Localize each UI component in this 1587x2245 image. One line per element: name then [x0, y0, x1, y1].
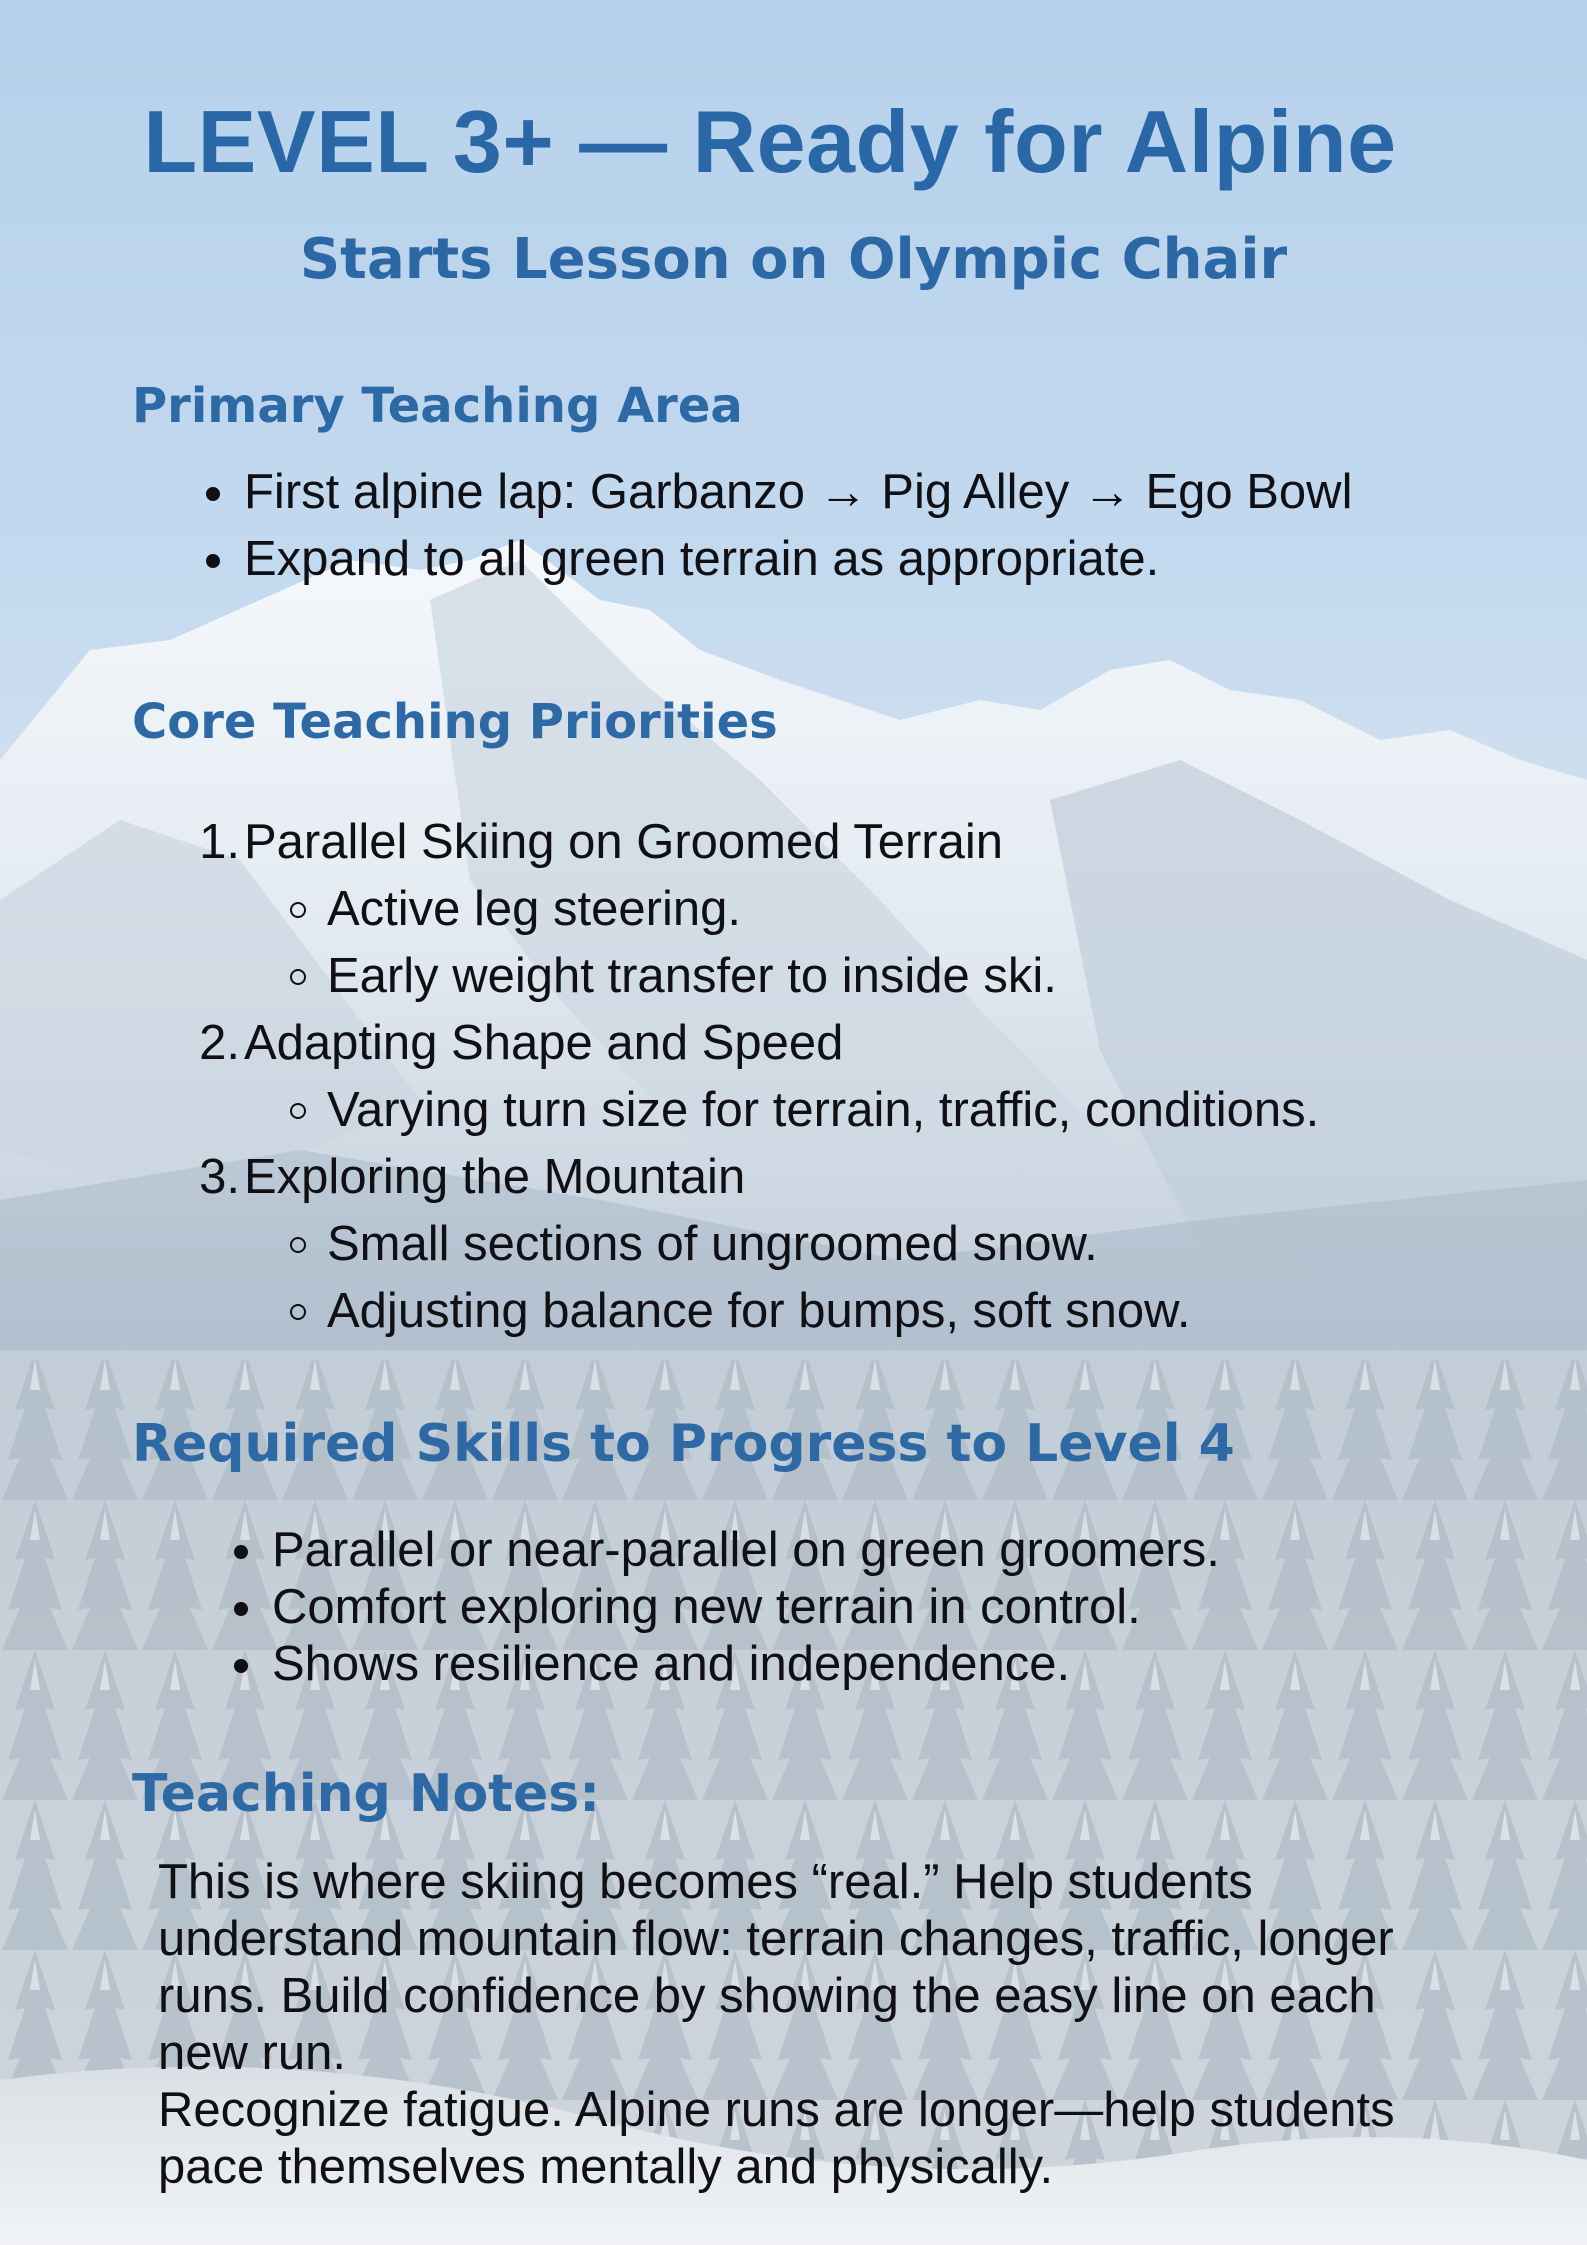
page-title: LEVEL 3+ — Ready for Alpine: [143, 92, 1397, 191]
primary-teaching-area-heading: Primary Teaching Area: [132, 378, 743, 434]
primary-teaching-area-list: [206, 465, 1353, 602]
bullet-icon: [234, 1602, 248, 1616]
teaching-notes-heading: Teaching Notes:: [132, 1764, 601, 1824]
priority-number: 2.: [199, 1016, 240, 1070]
notes-line: new run.: [158, 2026, 346, 2080]
list-item-text: Comfort exploring new terrain in control.: [272, 1580, 1141, 1634]
hollow-bullet-icon: [290, 1103, 306, 1119]
sub-list-item: [190, 1284, 1319, 1354]
hollow-bullet-icon: [290, 1304, 306, 1320]
sub-list-item-text: Varying turn size for terrain, traffic, conditions.: [327, 1083, 1320, 1137]
priority-sub-list: [190, 1217, 1319, 1354]
sub-list-item: [190, 1083, 1320, 1153]
sub-list-item-text: Small sections of ungroomed snow.: [327, 1217, 1098, 1271]
required-skills-heading: Required Skills to Progress to Level 4: [132, 1414, 1235, 1474]
sub-list-item-text: Adjusting balance for bumps, soft snow.: [327, 1284, 1191, 1338]
hollow-bullet-icon: [290, 902, 306, 918]
bullet-icon: [234, 1659, 248, 1673]
core-teaching-priorities-list: [190, 815, 1320, 1354]
notes-line: pace themselves mentally and physically.: [158, 2140, 1054, 2194]
core-teaching-priorities-heading: Core Teaching Priorities: [132, 694, 778, 750]
sub-list-item: [190, 1217, 1319, 1287]
priority-item-label: [190, 815, 1319, 885]
list-item: [234, 1637, 1220, 1697]
notes-line: runs. Build confidence by showing the easy line on each: [158, 1969, 1376, 2023]
list-item-text: Expand to all green terrain as appropriate.: [244, 532, 1160, 586]
teaching-notes-body: [158, 1854, 1528, 2196]
bullet-icon: [234, 1545, 248, 1559]
bullet-icon: [206, 554, 220, 568]
priority-sub-list: [190, 1083, 1320, 1153]
sub-list-item: [190, 882, 1319, 952]
bullet-icon: [206, 487, 220, 501]
list-item-text: Parallel or near-parallel on green groomers.: [272, 1523, 1220, 1577]
priority-item: [190, 815, 1319, 1019]
priority-title: Adapting Shape and Speed: [244, 1016, 844, 1070]
priority-number: 3.: [199, 1150, 240, 1204]
notes-line: Recognize fatigue. Alpine runs are longer—help students: [158, 2083, 1395, 2137]
notes-line: understand mountain flow: terrain changes, traffic, longer: [158, 1912, 1394, 1966]
notes-line: This is where skiing becomes “real.” Help students: [158, 1855, 1253, 1909]
priority-title: Exploring the Mountain: [244, 1150, 746, 1204]
priority-item: [190, 1016, 1320, 1153]
list-item-text: Shows resilience and independence.: [272, 1637, 1071, 1691]
priority-number: 1.: [199, 815, 240, 869]
priority-title: Parallel Skiing on Groomed Terrain: [244, 815, 1003, 869]
page-subtitle: Starts Lesson on Olympic Chair: [299, 227, 1288, 292]
sub-list-item-text: Active leg steering.: [327, 882, 741, 936]
list-item-text: First alpine lap: Garbanzo → Pig Alley → Ego Bowl: [244, 465, 1353, 519]
hollow-bullet-icon: [290, 1237, 306, 1253]
list-item: [206, 465, 1353, 535]
required-skills-list: [234, 1523, 1220, 1697]
sub-list-item: [190, 949, 1319, 1019]
sub-list-item-text: Early weight transfer to inside ski.: [327, 949, 1057, 1003]
list-item: [206, 532, 1352, 602]
hollow-bullet-icon: [290, 969, 306, 985]
priority-item-label: [190, 1150, 1319, 1220]
list-item: [234, 1580, 1220, 1640]
priority-sub-list: [190, 882, 1319, 1019]
priority-item: [190, 1150, 1319, 1354]
priority-item-label: [190, 1016, 1319, 1086]
list-item: [234, 1523, 1220, 1583]
